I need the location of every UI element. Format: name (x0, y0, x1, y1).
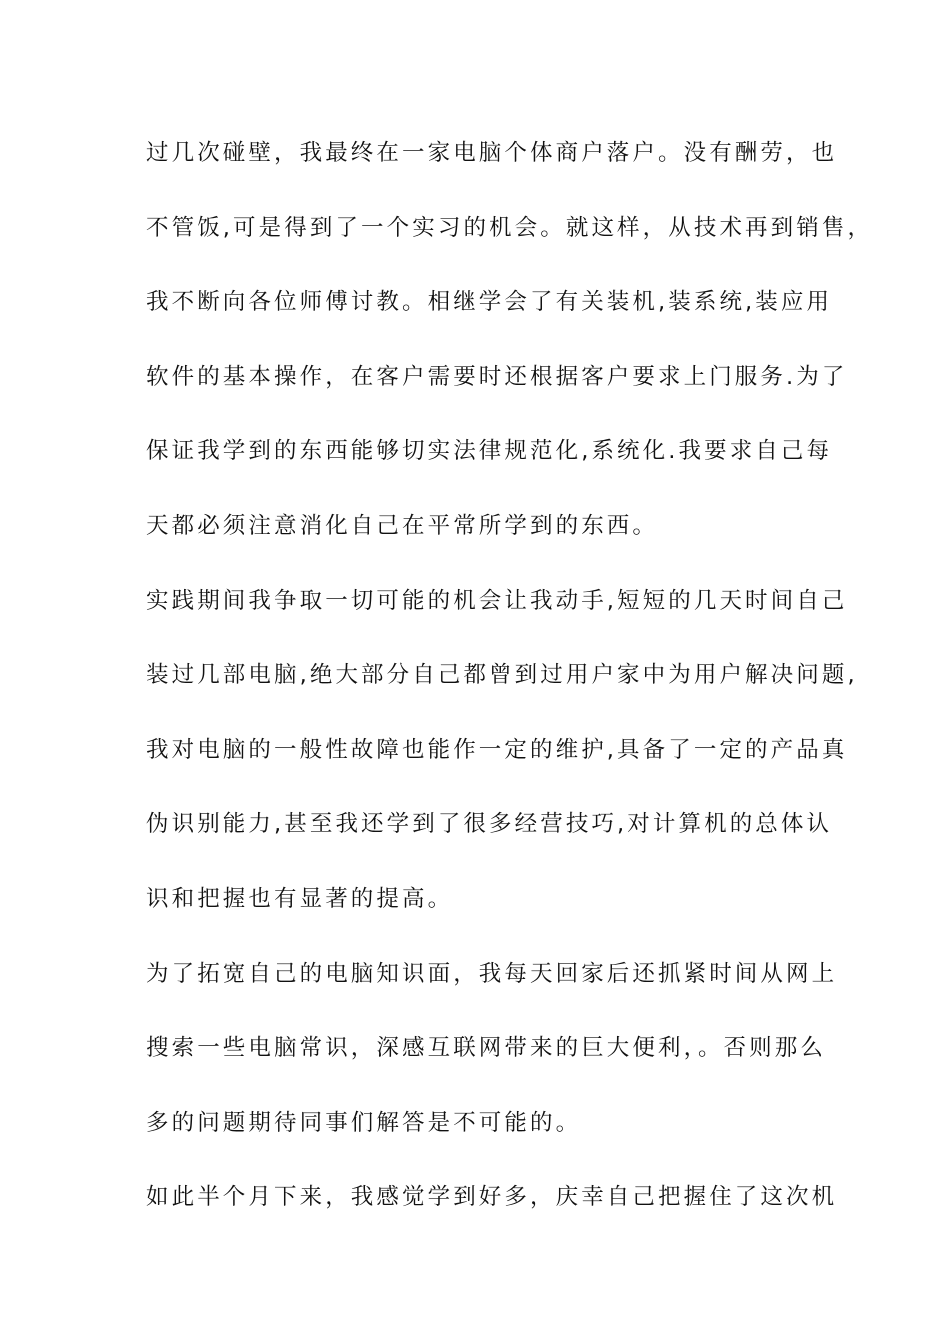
text-line: 我不断向各位师傅讨教。相继学会了有关装机,装系统,装应用 (146, 289, 833, 316)
text-line: 伪识别能力,甚至我还学到了很多经营技巧,对计算机的总体认 (146, 811, 833, 838)
text-line: 为了拓宽自己的电脑知识面，我每天回家后还抓紧时间从网上 (146, 960, 838, 987)
body-text (146, 131, 874, 1250)
text-line: 不管饭,可是得到了一个实习的机会。就这样，从技术再到销售， (146, 214, 874, 241)
text-line: 如此半个月下来，我感觉学到好多，庆幸自己把握住了这次机 (146, 1184, 838, 1211)
text-line: 我对电脑的一般性故障也能作一定的维护,具备了一定的产品真 (146, 736, 848, 763)
text-line: 软件的基本操作，在客户需要时还根据客户要求上门服务.为了 (146, 363, 848, 390)
text-line: 识和把握也有显著的提高。 (146, 885, 454, 912)
text-line: 多的问题期待同事们解答是不可能的。 (146, 1109, 582, 1136)
text-line: 搜索一些电脑常识，深感互联网带来的巨大便利，。否则那么 (146, 1035, 826, 1062)
text-line: 装过几部电脑,绝大部分自己都曾到过用户家中为用户解决问题, (146, 662, 858, 689)
text-line: 实践期间我争取一切可能的机会让我动手,短短的几天时间自己 (146, 587, 848, 614)
text-line: 天都必须注意消化自己在平常所学到的东西。 (146, 512, 659, 539)
text-line: 过几次碰壁，我最终在一家电脑个体商户落户。没有酬劳，也 (146, 140, 838, 166)
text-line: 保证我学到的东西能够切实法律规范化,系统化.我要求自己每 (146, 438, 833, 465)
